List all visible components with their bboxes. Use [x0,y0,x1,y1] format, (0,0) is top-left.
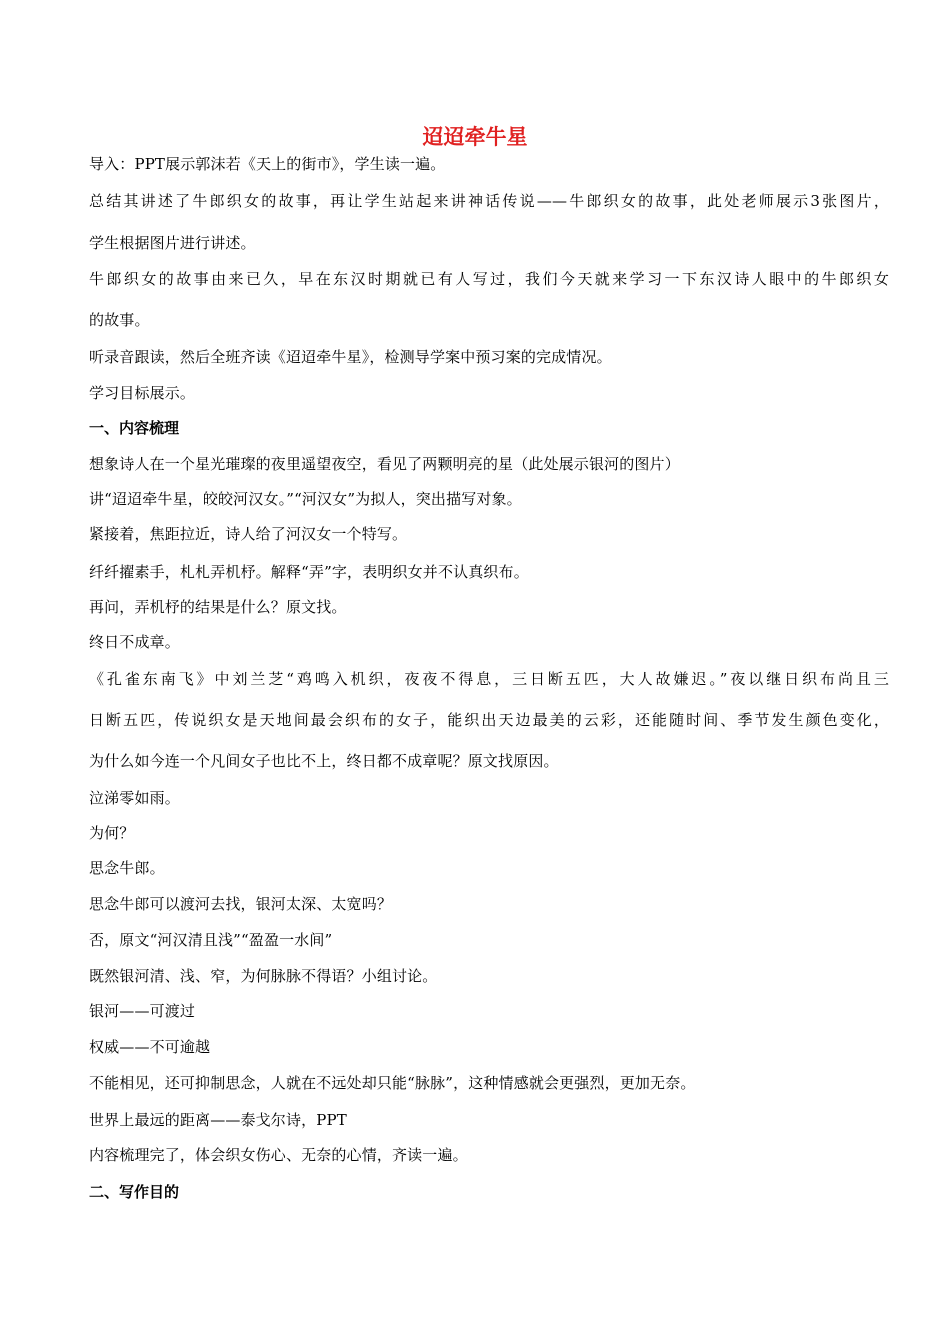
paragraph-line: 否，原文“河汉清且浅”“盈盈一水间” [89,931,333,949]
paragraph-line: 既然银河清、浅、窄，为何脉脉不得语？小组讨论。 [89,967,438,985]
paragraph-line: 紧接着，焦距拉近，诗人给了河汉女一个特写。 [89,525,408,543]
paragraph-line: 学习目标展示。 [89,384,196,402]
paragraph-line: 纤纤擢素手，札札弄机杼。解释“弄”字，表明织女并不认真织布。 [89,563,529,581]
paragraph-line: 学生根据图片进行讲述。 [89,234,256,252]
paragraph-line: 总结其讲述了牛郎织女的故事，再让学生站起来讲神话传说——牛郎织女的故事，此处老师展示3张图片， [89,192,889,210]
paragraph-line: 终日不成章。 [89,633,180,651]
paragraph-line: 牛郎织女的故事由来已久，早在东汉时期就已有人写过，我们今天就来学习一下东汉诗人眼中的牛郎织女 [89,270,889,288]
paragraph-line: 思念牛郎。 [89,859,165,877]
document-title: 迢迢牵牛星 [422,125,528,149]
paragraph-line: 世界上最远的距离——泰戈尔诗，PPT [89,1111,347,1129]
paragraph-line: 想象诗人在一个星光璀璨的夜里遥望夜空，看见了两颗明亮的星（此处展示银河的图片） [89,455,680,473]
paragraph-line: 讲“迢迢牵牛星，皎皎河汉女。”“河汉女”为拟人，突出描写对象。 [89,490,522,508]
paragraph-line: 《孔雀东南飞》中刘兰芝“鸡鸣入机织，夜夜不得息，三日断五匹，大人故嫌迟。”夜以继日织布尚且三 [89,670,889,688]
paragraph-line: 泣涕零如雨。 [89,789,180,807]
paragraph-line: 导入：PPT展示郭沫若《天上的街市》，学生读一遍。 [89,155,446,173]
paragraph-line: 听录音跟读，然后全班齐读《迢迢牵牛星》，检测导学案中预习案的完成情况。 [89,348,612,366]
paragraph-line: 银河——可渡过 [89,1002,196,1020]
paragraph-line: 的故事。 [89,311,150,329]
paragraph-line: 为什么如今连一个凡间女子也比不上，终日都不成章呢？原文找原因。 [89,752,559,770]
paragraph-line: 再问，弄机杼的结果是什么？原文找。 [89,598,347,616]
paragraph-line: 内容梳理完了，体会织女伤心、无奈的心情，齐读一遍。 [89,1146,468,1164]
paragraph-line: 权威——不可逾越 [89,1038,211,1056]
paragraph-line: 日断五匹，传说织女是天地间最会织布的女子，能织出天边最美的云彩，还能随时间、季节发生颜色变化， [89,711,889,729]
paragraph-line: 为何？ [89,824,135,842]
paragraph-line: 思念牛郎可以渡河去找，银河太深、太宽吗？ [89,895,393,913]
section-heading: 二、写作目的 [89,1183,180,1201]
paragraph-line: 不能相见，还可抑制思念，人就在不远处却只能“脉脉”，这种情感就会更强烈，更加无奈。 [89,1074,696,1092]
section-heading: 一、内容梳理 [89,419,180,437]
